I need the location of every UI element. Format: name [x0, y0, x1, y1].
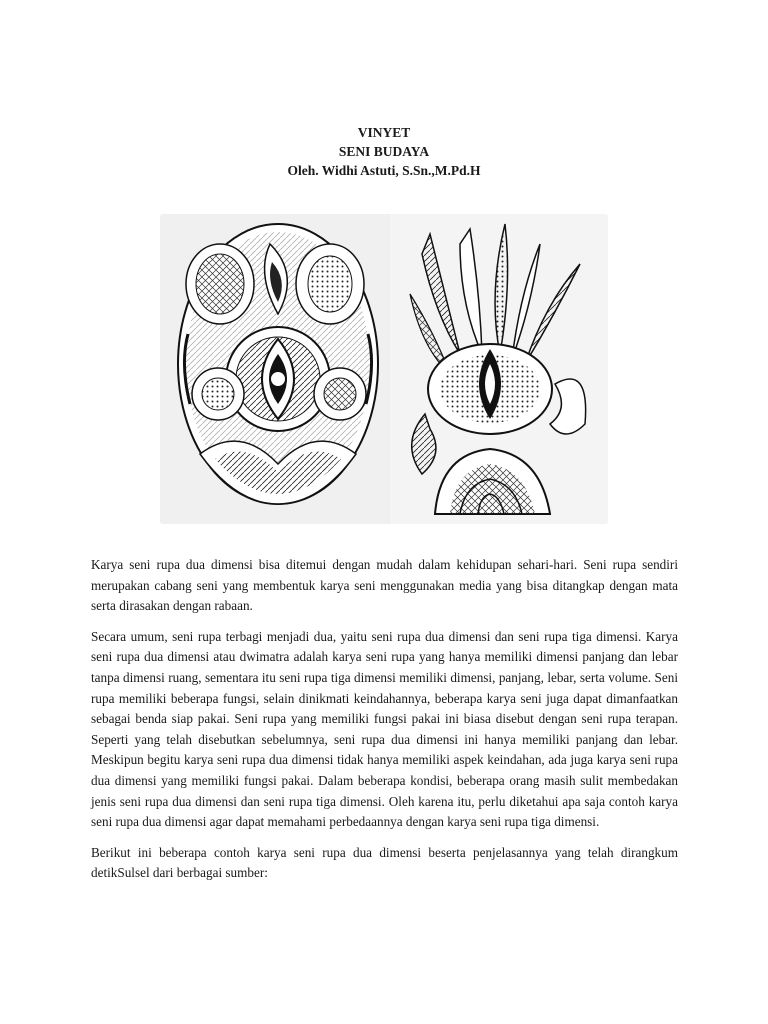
ornamental-mandala-drawing-icon [160, 214, 388, 524]
document-header [0, 123, 768, 180]
body-text [91, 555, 678, 894]
paragraph-3: Berikut ini beberapa contoh karya seni rupa dua dimensi beserta penjelasannya yang telah dirangkum detikSulsel dari berbagai sumber: [91, 844, 678, 881]
document-author: Oleh. Widhi Astuti, S.Sn.,M.Pd.H [287, 163, 481, 178]
document-title: VINYET [357, 125, 411, 140]
vinyet-figure [160, 214, 608, 524]
paragraph-1: Karya seni rupa dua dimensi bisa ditemui dengan mudah dalam kehidupan sehari-hari. Seni rupa sendiri merupakan cabang seni yang membentuk karya seni menggunakan media yang bisa ditangkap dengan mata serta dirasakan dengan rabaan. [91, 557, 678, 614]
ornamental-flame-leaf-drawing-icon [390, 214, 608, 524]
paragraph-2: Secara umum, seni rupa terbagi menjadi dua, yaitu seni rupa dua dimensi dan seni rupa tiga dimensi. Karya seni rupa dua dimensi atau dwimatra adalah karya seni rupa yang hanya memiliki dimensi panjang dan lebar tanpa dimensi ruang, sementara itu seni rupa tiga dimensi memiliki dimensi, panjang, lebar, serta volume. Seni rupa memiliki beberapa fungsi, selain dinikmati keindahannya, beberapa karya seni juga dapat dimanfaatkan sebagai benda siap pakai. Seni rupa yang memiliki fungsi pakai ini biasa disebut dengan seni rupa terapan. Seperti yang telah disebutkan sebelumnya, seni rupa dua dimensi ini hanya memiliki panjang dan lebar. Meskipun begitu karya seni rupa dua dimensi tidak hanya memiliki aspek keindahan, ada juga karya seni rupa dua dimensi yang memiliki fungsi pakai. Dalam beberapa kondisi, beberapa orang masih sulit membedakan jenis seni rupa dua dimensi dan seni rupa tiga dimensi. Oleh karena itu, perlu diketahui apa saja contoh karya seni rupa dua dimensi agar dapat memahami perbedaannya dengan karya seni rupa tiga dimensi. [91, 628, 678, 830]
document-subtitle: SENI BUDAYA [338, 144, 430, 159]
